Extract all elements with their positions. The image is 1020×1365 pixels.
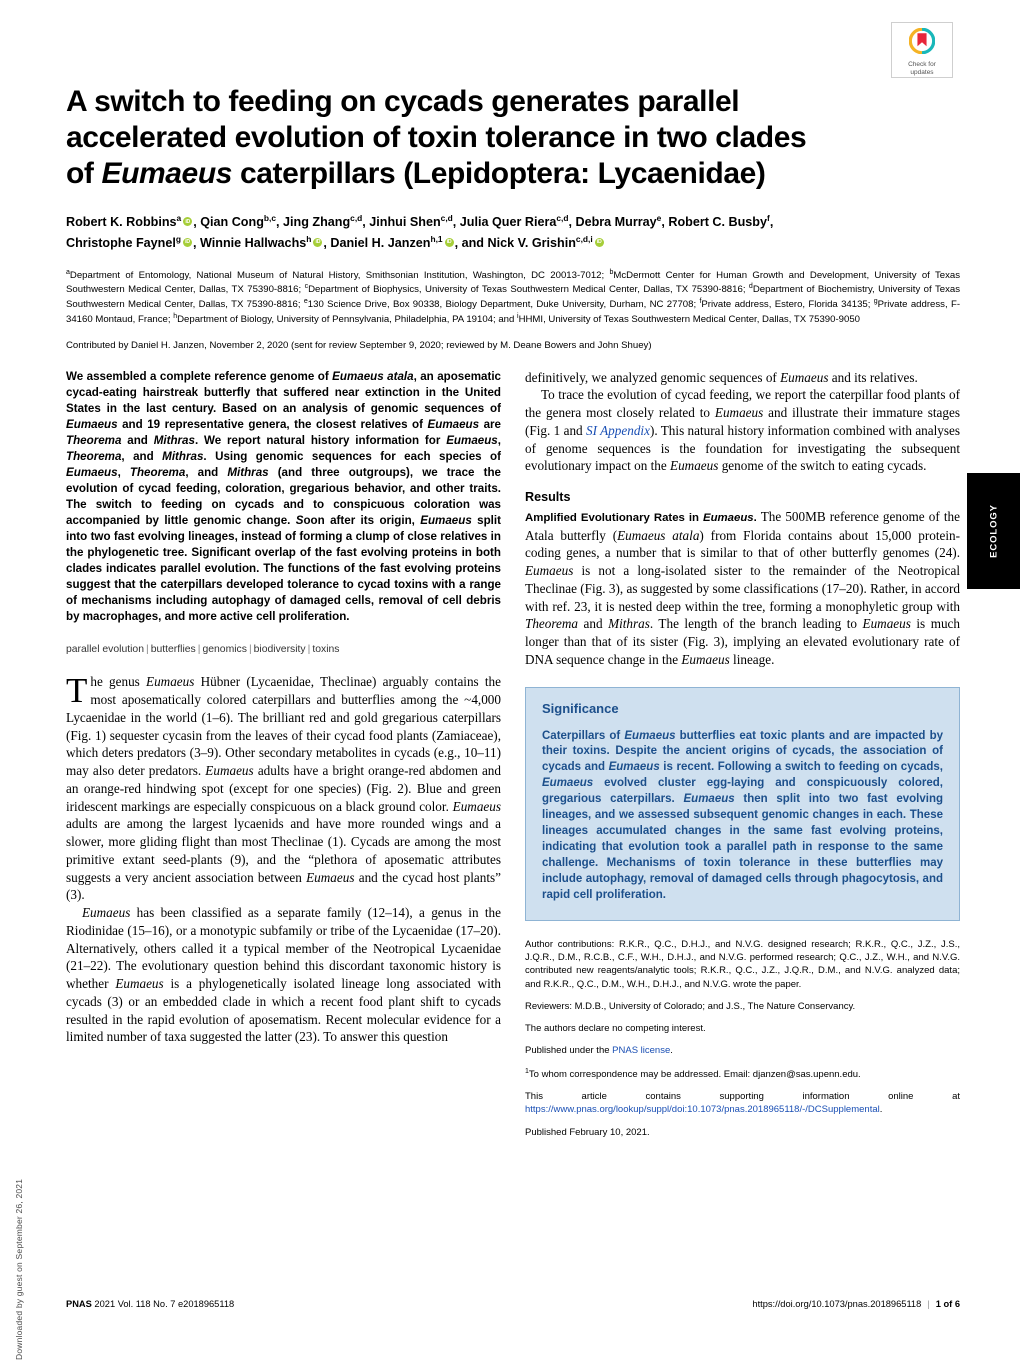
orcid-icon[interactable]	[595, 238, 604, 247]
footnote-correspondence	[525, 1067, 960, 1081]
results-body	[525, 508, 960, 668]
badge-line-2: updates	[910, 69, 934, 77]
title-line-3-pre: of	[66, 157, 102, 190]
section-tab-ecology	[967, 473, 1020, 589]
author-zhang[interactable]: Jing Zhang	[283, 215, 351, 230]
author-affil-marker: b,c	[263, 213, 276, 224]
license-pre: Published under the	[525, 1045, 613, 1057]
author-grishin[interactable]: Nick V. Grishin	[487, 235, 576, 250]
keyword-4[interactable]: toxins	[312, 644, 340, 656]
author-shen[interactable]: Jinhui Shen	[369, 215, 441, 230]
author-janzen[interactable]: Daniel H. Janzen	[330, 235, 431, 250]
page-title	[66, 84, 960, 192]
body-paragraph-2: Eumaeus has been classified as a separate family (12–14), a genus in the Riodinidae (15–16), or a monotypic subfamily or tribe of the Lycaenidae (17–20). Alternatively, others called it a typical member of the Neotropical Lycaenidae (21–22). The evolutionary question behind this discordant taxonomic history is whether Eumaeus is a phylogenetically isolated lineage long associated with cycads (3) or an embedded clade in which a recent food plant shift to cycads resulted in the rapid evolution of aposematism. Recent molecular evidence for a limited number of taxa suggested the latter (23). To answer this question	[66, 905, 501, 1045]
correspondence-marker: 1	[525, 1067, 529, 1075]
section-tab-label: ECOLOGY	[988, 504, 999, 558]
author-affil-marker: g	[175, 233, 181, 244]
license-post: .	[670, 1045, 673, 1057]
author-affil-marker: c,d	[556, 213, 569, 224]
body-paragraph-1: The genus Eumaeus Hübner (Lycaenidae, Theclinae) arguably contains the most aposematically colored caterpillars and butterflies among the ~4,000 Lycaenidae in the world (1–6). The brilliant red and gold gregarious caterpillars (Fig. 1) sequester cycasin from the leaves of their cycad food plants (Zamiaceae), which deters predators (3–9). Other secondary metabolites in cycads (e.g., 10–11) may also deter predators. Eumaeus adults have a bright orange-red abdomen and an orange-red hindwing spot (except for one species) (Fig. 2). Blue and green iridescent markings are especially conspicuous on a black ground color. Eumaeus adults are among the largest lycaenids and have more rounded wings and a slower, more gliding flight than most Theclinae (1). Cycads are among the most primitive extant seed-plants (9), and the “plethora of aposematic attributes suggests a very ancient association between Eumaeus and the cycad host plants” (3).	[66, 671, 502, 903]
author-affil-marker: e	[656, 213, 662, 224]
title-genus: Eumaeus	[101, 157, 233, 190]
author-murray[interactable]: Debra Murray	[575, 215, 657, 230]
author-hallwachs[interactable]: Winnie Hallwachs	[200, 235, 307, 250]
page-footer	[66, 1299, 960, 1309]
pnas-license-link[interactable]: PNAS license	[612, 1045, 671, 1057]
section-heading-results: Results	[525, 490, 571, 505]
orcid-icon[interactable]	[183, 217, 192, 226]
results-paragraph: Amplified Evolutionary Rates in Eumaeus. The 500MB reference genome of the Atala butterfly (Eumaeus atala) from Florida contains about 15,000 protein-coding genes, a number that is similar to that of other butterfly genomes (24). Eumaeus is not a long-isolated sister to the remainder of the Neotropical Theclinae (Fig. 3), as suggested by some classifications (17–20). Rather, in accord with ref. 23, it is nested deep within the tree, forming a monophyletic group with Theorema and Mithras. The length of the branch leading to Eumaeus is much longer than that of its sister (Fig. 3), implying an elevated evolutionary rate of DNA sequence change in the Eumaeus lineage.	[525, 509, 961, 667]
orcid-icon[interactable]	[183, 238, 192, 247]
title-line-3-post: caterpillars (Lepidoptera: Lycaenidae)	[232, 157, 766, 190]
footnote-published-date: Published February 10, 2021.	[525, 1126, 650, 1138]
author-robbins[interactable]: Robert K. Robbins	[66, 215, 177, 230]
author-affil-marker: f	[767, 213, 770, 224]
title-line-3	[66, 157, 766, 190]
title-line-2: accelerated evolution of toxin tolerance in two clades	[66, 121, 807, 154]
author-faynel[interactable]: Christophe Faynel	[66, 235, 176, 250]
doi-link[interactable]: https://doi.org/10.1073/pnas.2018965118	[752, 1299, 922, 1309]
keyword-2[interactable]: genomics	[202, 644, 247, 656]
keyword-1[interactable]: butterflies	[150, 644, 196, 656]
author-affil-marker: a	[176, 213, 182, 224]
supplemental-link[interactable]: https://www.pnas.org/lookup/suppl/doi:10.1073/pnas.2018965118/-/DCSupplemental	[525, 1104, 880, 1116]
title-line-1: A switch to feeding on cycads generates parallel	[66, 85, 740, 118]
footnote-license	[525, 1044, 960, 1057]
download-stamp: Downloaded by guest on September 26, 2021	[14, 1178, 24, 1360]
run-in-heading: Amplified Evolutionary Rates in Eumaeus.	[525, 512, 757, 525]
author-busby[interactable]: Robert C. Busby	[668, 215, 768, 230]
si-appendix-link[interactable]: SI Appendix	[586, 422, 650, 438]
si-post: .	[879, 1104, 883, 1116]
right-column	[525, 369, 960, 1148]
significance-heading: Significance	[542, 700, 619, 716]
body-right	[525, 369, 960, 476]
keyword-3[interactable]: biodiversity	[253, 644, 306, 656]
footnote-supporting-info	[525, 1090, 960, 1117]
correspondence-text: To whom correspondence may be addressed. Email: djanzen@sas.upenn.edu.	[528, 1068, 861, 1080]
significance-box	[525, 687, 960, 921]
significance-text: Caterpillars of Eumaeus butterflies eat toxic plants and are impacted by their toxins. Despite the ancient origins of cycads, the association of cycads and Eumaeus is recent. Following a switch to feeding on cycads, Eumaeus evolved cluster egg-laying and conspicuously colored, gregarious caterpillars. Eumaeus then split into two fast evolving lineages, and we assessed subsequent genomic changes in each. These lineages accumulated changes in the same fast evolving proteins, indicating that evolution took a parallel path in response to the same challenge. Mechanisms of toxin tolerance in these butterflies may include autophagy, removal of damaged cells through phagocytosis, and rapid cell proliferation.	[542, 729, 944, 901]
author-affil-marker: h,1	[430, 233, 443, 244]
affiliations: $^a$Department of Entomology, National Museum of Natural History, Smithsonian Institution, Washington, DC 20013-7012; $^b$McDermott Center for Human Growth and Development, University of Texas Southwestern Medical Center, Dallas, TX 75390-8816; $^c$Department of Biophysics, University of Texas Southwestern Medical Center, Dallas, TX 75390-8816; $^d$Department of Biochemistry, University of Texas Southwestern Medical Center, Dallas, TX 75390-8816; $^e$130 Science Drive, Box 90338, Biology Department, Duke University, Durham, NC 27708; $^f$Private address, Estero, Florida 34135; $^g$Private address, F-34160 Montaud, France; $^h$Department of Biology, University of Pennsylvania, Philadelphia, PA 19104; and $^i$HHMI, University of Texas Southwestern Medical Center, Dallas, TX 75390-9050	[66, 268, 961, 326]
journal-brand: PNAS	[66, 1299, 92, 1309]
contributed-line: Contributed by Daniel H. Janzen, November 2, 2020 (sent for review September 9, 2020; reviewed by M. Deane Bowers and John Shuey)	[66, 339, 652, 351]
abstract: We assembled a complete reference genome of Eumaeus atala, an aposematic cycad-eating hairstreak butterfly that suffered near extinction in the United States in the last century. Based on an analysis of genomic sequences of Eumaeus and 19 representative genera, the closest relatives of Eumaeus are Theorema and Mithras. We report natural history information for Eumaeus, Theorema, and Mithras. Using genomic sequences for each species of Eumaeus, Theorema, and Mithras (and three outgroups), we trace the evolution of cycad feeding, coloration, gregarious behavior, and other traits. The switch to feeding on cycads and to conspicuous coloration was accompanied by little genomic change. Soon after its origin, Eumaeus split into two fast evolving lineages, instead of forming a clump of close relatives in the phylogenetic tree. Significant overlap of the fast evolving proteins in both clades indicates parallel evolution. The functions of the fast evolving proteins suggest that the caterpillars developed tolerance to cycad toxins with a range of mechanisms including autophagy of damaged cells, removal of cell debris by macrophages, and more active cell proliferation.	[66, 369, 501, 624]
footnote-author-contributions: Author contributions: R.K.R., Q.C., D.H.J., and N.V.G. designed research; R.K.R., Q.C., J.Z., J.S., J.Q.R., D.M., R.C.B., C.F., W.H., D.H.J., and N.V.G. performed research; Q.C., J.Z., W.H., and N.V.G. contributed new reagents/analytic tools; R.K.R., Q.C., J.Z., J.Q.R., D.M., and N.V.G. analyzed data; and R.K.R., Q.C., D.M., W.H., D.H.J., and N.V.G. wrote the paper.	[525, 938, 960, 990]
author-cong[interactable]: Qian Cong	[200, 215, 264, 230]
left-column	[66, 369, 501, 1148]
author-affil-marker: h	[306, 233, 312, 244]
author-quer-riera[interactable]: Julia Quer Riera	[459, 215, 557, 230]
citation-text: 2021 Vol. 118 No. 7 e2018965118	[91, 1299, 235, 1309]
keyword-list: parallel evolution | butterflies | genomics | biodiversity | toxins	[66, 644, 340, 656]
footer-doi-block	[752, 1299, 960, 1309]
badge-line-1: Check for	[908, 61, 936, 68]
orcid-icon[interactable]	[445, 238, 454, 247]
footnote-reviewers: Reviewers: M.D.B., University of Colorado; and J.S., The Nature Conservancy.	[525, 1000, 856, 1012]
footnote-competing-interest: The authors declare no competing interest.	[525, 1023, 706, 1035]
body-left	[66, 673, 501, 1046]
author-list: Robert K. Robbins$^a$ iD , Qian Cong$^{b,c}$, Jing Zhang$^{c,d}$, Jinhui Shen$^{c,d}$, Julia Quer Riera$^{c,d}$, Debra Murray$^e$, Robert C. Busby$^f$, Christophe Faynel$^g$ iD , Winnie Hallwachs$^h$ iD , Daniel H. Janzen$^{h,1}$ iD , and Nick V. Grishin$^{c,d,i}$iD	[66, 212, 960, 253]
keyword-0[interactable]: parallel evolution	[66, 644, 144, 656]
footer-separator: |	[927, 1299, 930, 1309]
article-page	[66, 0, 960, 1148]
si-pre: This article contains supporting information online at	[525, 1091, 960, 1103]
footnotes	[525, 938, 960, 1139]
body-paragraph-4: To trace the evolution of cycad feeding, we report the caterpillar food plants of the genera most closely related to Eumaeus and illustrate their immature stages (Fig. 1 and SI Appendix). This natural history information combined with analyses of genome sequences is the foundation for investigating the subsequent evolutionary impact on the Eumaeus genome of the switch to eating cycads.	[525, 387, 960, 474]
author-affil-marker: c,d,i	[575, 233, 593, 244]
author-affil-marker: c,d	[440, 213, 453, 224]
page-number: 1 of 6	[935, 1299, 960, 1309]
footer-citation	[66, 1299, 234, 1309]
drop-cap: T	[66, 671, 88, 711]
body-paragraph-3: definitively, we analyzed genomic sequences of Eumaeus and its relatives.	[525, 369, 918, 385]
orcid-icon[interactable]	[313, 238, 322, 247]
author-affil-marker: c,d	[350, 213, 363, 224]
two-column-layout	[66, 369, 960, 1148]
